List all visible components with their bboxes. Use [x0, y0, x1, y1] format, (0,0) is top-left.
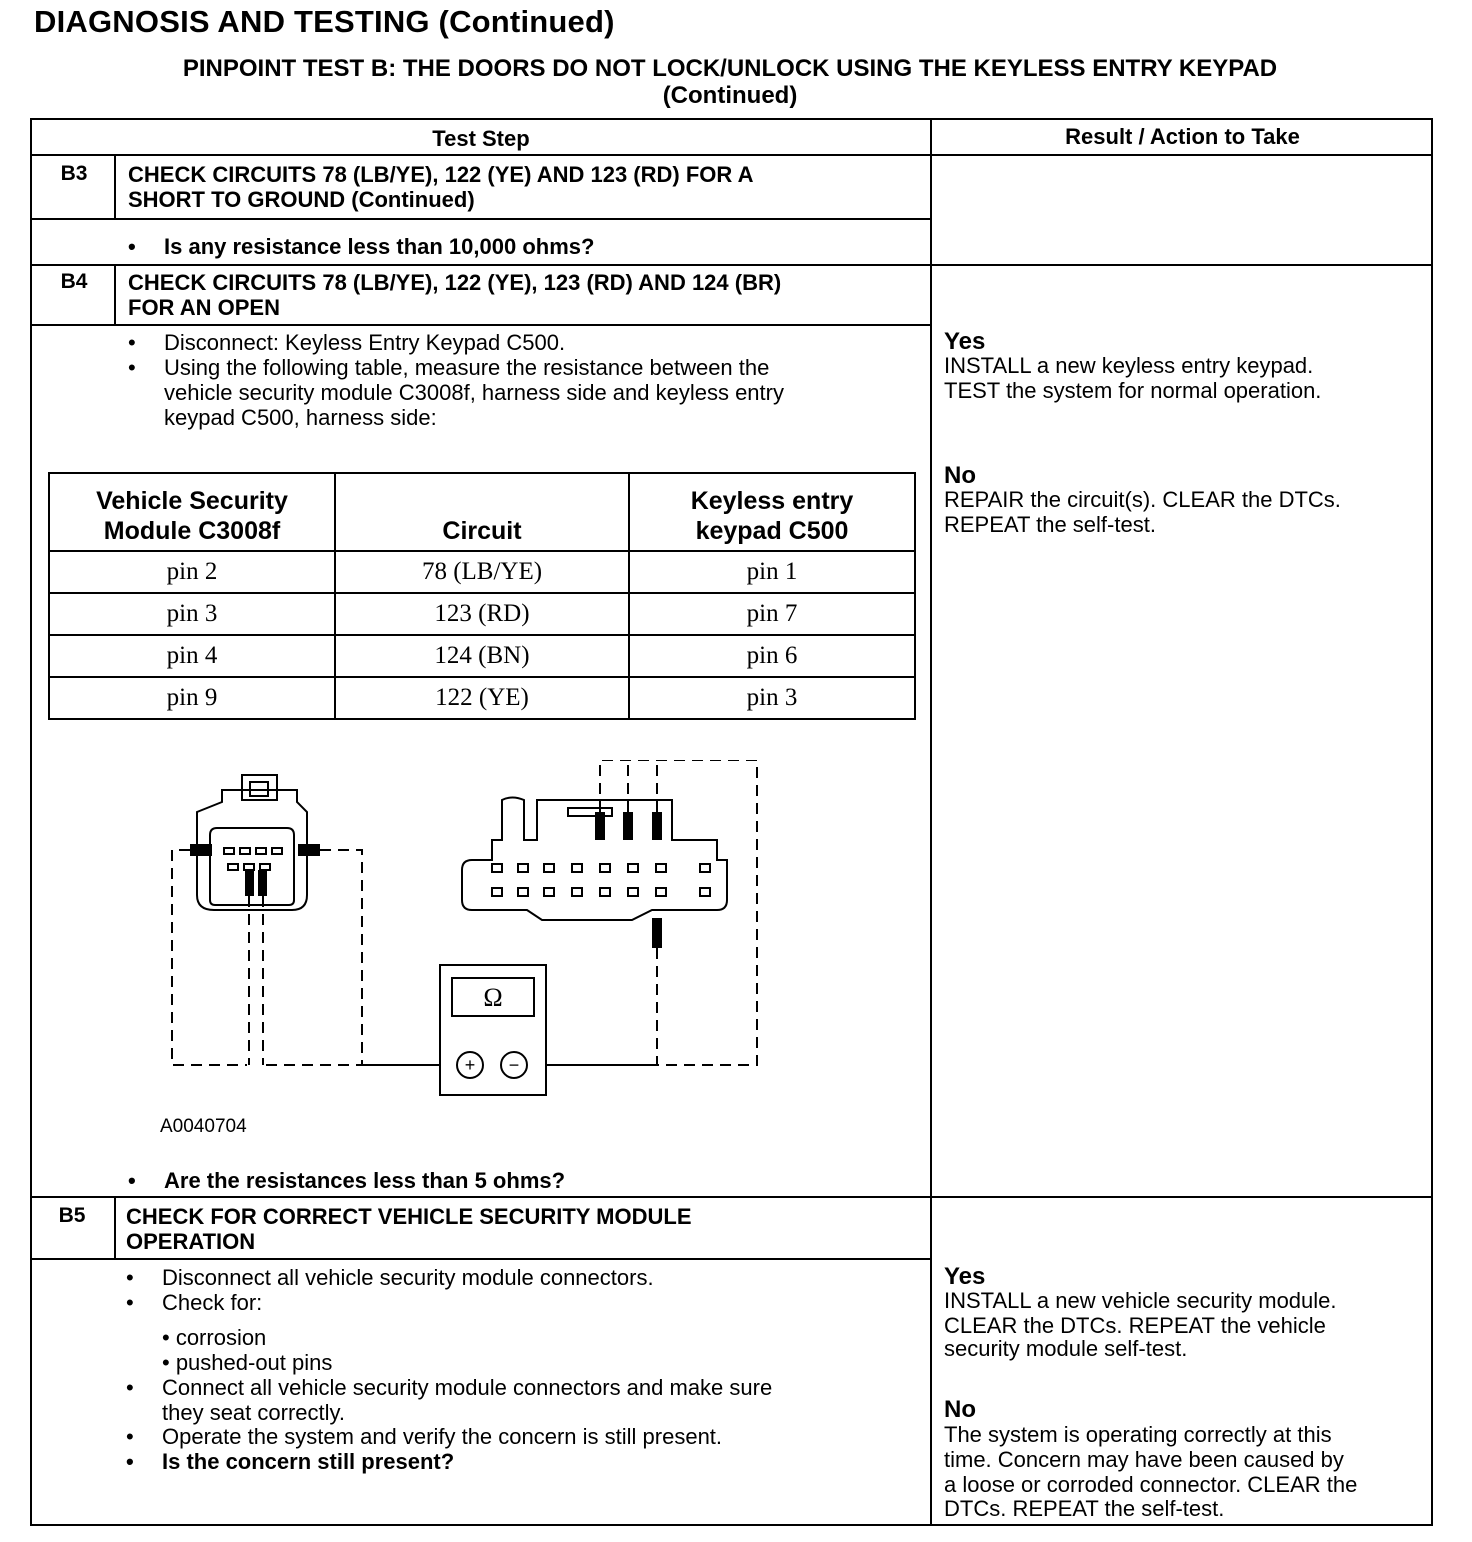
probe	[623, 812, 633, 840]
b4-end-divider	[32, 1196, 1433, 1198]
b4-yes-line2: TEST the system for normal operation.	[944, 378, 1322, 403]
column-divider	[930, 120, 932, 1526]
b5-yes-line3: security module self-test.	[944, 1336, 1188, 1361]
cell-keypad: pin 6	[629, 635, 915, 677]
b4-yes-line1: INSTALL a new keyless entry keypad.	[944, 353, 1314, 378]
b5-title-line1: CHECK FOR CORRECT VEHICLE SECURITY MODULE	[126, 1204, 692, 1229]
step-id-b3: B3	[60, 162, 88, 185]
b4-no-label: No	[944, 462, 976, 489]
b5-yes-line2: CLEAR the DTCs. REPEAT the vehicle	[944, 1313, 1326, 1338]
cell-vsm: pin 9	[49, 677, 335, 719]
b5-no-line4: DTCs. REPEAT the self-test.	[944, 1496, 1225, 1521]
probe	[298, 844, 320, 856]
probe	[245, 870, 254, 896]
cell-keypad: pin 3	[629, 677, 915, 719]
b5-no-line1: The system is operating correctly at this	[944, 1422, 1332, 1447]
b5-sub-2: • pushed-out pins	[162, 1350, 333, 1375]
test-table: Test Step Result / Action to Take B3 CHECK CIRCUITS 78 (LB/YE), 122 (YE) AND 123 (RD) FOR A SHORT TO GROUND (Continued) • Is any resistance less than 10,000 ohms? B4 CHECK CIRCUITS 78 (LB/YE), 122 (YE), 123 (RD) AND 124 (BR) FOR AN OPEN • Disconnect: Keyless Entry Keypad C500. • Using the following table, measure the resistance between the vehicle security module C3008f, harness side and keyless entry keypad C500, harness side: Vehicle Security Module C3008f Circuit Keyless entry keypad C500 pin 2 78 (LB/YE) pin 1 pin 3 123 (RD) pin 7 pin 4 124 (BN) pin 6 pin 9 122 (YE) pin 3 Ω + − A0040704 • Are the resistances less than 5 ohms? Yes INSTALL a new keyless entry keypad. TEST the system for normal operation. No REPAIR the circuit(s). CLEAR the DTCs. REPEAT the self-test. B5 CHECK FOR CORRECT VEHICLE SECURITY MODULE OPERATION • Disconnect all vehicle security module connectors. • Check for: • corrosion • pushed-out pins • Connect all vehicle security module connectors and make sure they seat correctly. • Operate the system and verify the concern is still present. • Is the concern still present? Yes INSTALL a new vehicle security module. CLEAR the DTCs. REPEAT the vehicle security module self-test. No The system is operating correctly at this time. Concern may have been caused by a loose or corroded connector. CLEAR the DTCs. REPEAT the self-test.	[30, 118, 1433, 1526]
b5-yes-label: Yes	[944, 1263, 986, 1290]
b3-title-line2: SHORT TO GROUND (Continued)	[128, 187, 475, 212]
b4-no-line1: REPAIR the circuit(s). CLEAR the DTCs.	[944, 487, 1341, 512]
page-title: DIAGNOSIS AND TESTING (Continued)	[34, 4, 615, 39]
col-header-test-step: Test Step	[432, 126, 530, 151]
cell-circuit: 123 (RD)	[335, 593, 629, 635]
pinpoint-test-continued: (Continued)	[662, 82, 798, 109]
b5-no-label: No	[944, 1396, 976, 1423]
cell-vsm: pin 2	[49, 551, 335, 593]
cell-circuit: 122 (YE)	[335, 677, 629, 719]
connector-measurement-diagram	[152, 760, 772, 1140]
table-row	[49, 677, 915, 719]
table-row	[49, 635, 915, 677]
minus-label: −	[508, 1055, 520, 1075]
b4-bullet-2-line3: keypad C500, harness side:	[164, 405, 437, 430]
step-id-divider	[114, 1198, 116, 1258]
plus-label: +	[464, 1055, 476, 1075]
header-divider	[32, 154, 1433, 156]
cell-keypad: pin 1	[629, 551, 915, 593]
probe	[258, 870, 267, 896]
ohm-symbol: Ω	[483, 983, 503, 1012]
b4-title-line1: CHECK CIRCUITS 78 (LB/YE), 122 (YE), 123 (RD) AND 124 (BR)	[128, 270, 782, 295]
b5-bullet-3-line2: they seat correctly.	[162, 1400, 345, 1425]
probe	[595, 812, 605, 840]
step-id-b5: B5	[58, 1204, 86, 1227]
step-id-divider	[114, 266, 116, 324]
b3-title-line1: CHECK CIRCUITS 78 (LB/YE), 122 (YE) AND 123 (RD) FOR A	[128, 162, 754, 187]
cell-circuit: 78 (LB/YE)	[335, 551, 629, 593]
b4-title-line2: FOR AN OPEN	[128, 295, 280, 320]
pin-table-header-vsm: Vehicle Security Module C3008f	[49, 473, 335, 551]
b5-yes-line1: INSTALL a new vehicle security module.	[944, 1288, 1337, 1313]
b3-end-divider	[32, 264, 1433, 266]
b5-no-line3: a loose or corroded connector. CLEAR the	[944, 1472, 1358, 1497]
b5-title-divider	[32, 1258, 930, 1260]
pin-table-header-keypad: Keyless entry keypad C500	[629, 473, 915, 551]
b4-title-divider	[32, 324, 930, 326]
b4-bullet-2-line2: vehicle security module C3008f, harness side and keyless entry	[164, 380, 784, 405]
b4-no-line2: REPEAT the self-test.	[944, 512, 1156, 537]
figure-id: A0040704	[160, 1116, 247, 1137]
table-row	[49, 593, 915, 635]
cell-circuit: 124 (BN)	[335, 635, 629, 677]
pin-table	[48, 472, 916, 720]
probe	[190, 844, 212, 856]
cell-keypad: pin 7	[629, 593, 915, 635]
probe	[652, 812, 662, 840]
cell-vsm: pin 4	[49, 635, 335, 677]
b3-title-divider	[32, 218, 930, 220]
col-header-result: Result / Action to Take	[1065, 124, 1300, 149]
probe	[652, 918, 662, 948]
b5-no-line2: time. Concern may have been caused by	[944, 1447, 1344, 1472]
pin-table-header-circuit: Circuit	[335, 473, 629, 551]
b4-yes-label: Yes	[944, 328, 986, 355]
step-id-divider	[114, 156, 116, 218]
b5-sub-1: • corrosion	[162, 1325, 267, 1350]
cell-vsm: pin 3	[49, 593, 335, 635]
table-row	[49, 551, 915, 593]
b5-title-line2: OPERATION	[126, 1229, 256, 1254]
pinpoint-test-title: PINPOINT TEST B: THE DOORS DO NOT LOCK/UNLOCK USING THE KEYLESS ENTRY KEYPAD	[182, 55, 1278, 82]
step-id-b4: B4	[60, 270, 88, 293]
